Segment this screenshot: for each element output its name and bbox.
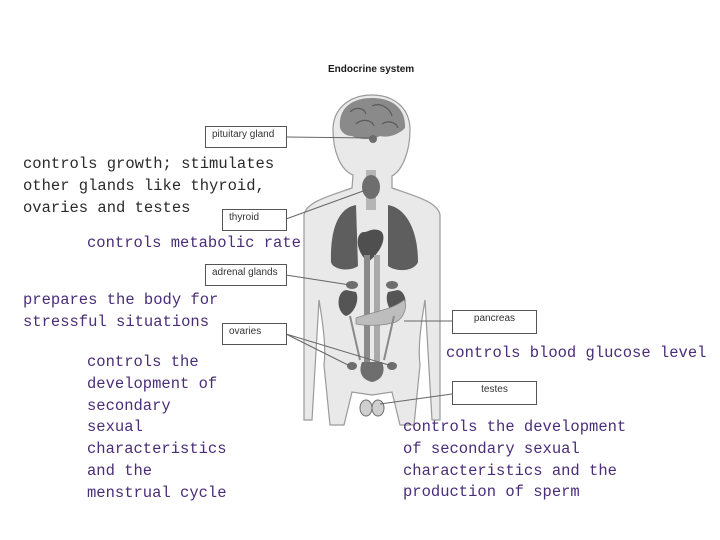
label-pancreas: pancreas (452, 310, 537, 334)
note-ovaries: controls the development of secondary sexual characteristics and the menstrual cycle (87, 353, 227, 502)
diagram-title: Endocrine system (328, 64, 415, 75)
label-pituitary-gland: pituitary gland (205, 126, 287, 148)
label-thyroid: thyroid (222, 209, 287, 231)
pituitary-gland-shape (369, 135, 377, 143)
note-thyroid: controls metabolic rate (87, 234, 301, 252)
aorta-shape (364, 255, 370, 365)
testis-right-shape (372, 400, 384, 416)
ovary-left-shape (347, 362, 357, 370)
thyroid-gland-shape (362, 175, 380, 199)
adrenal-right-shape (386, 281, 398, 289)
note-pancreas: controls blood glucose level (446, 344, 707, 362)
vena-cava-shape (374, 255, 380, 365)
label-ovaries: ovaries (222, 323, 287, 345)
note-adrenal: prepares the body for stressful situations (23, 291, 219, 331)
label-testes: testes (452, 381, 537, 405)
note-testes: controls the development of secondary sexual characteristics and the production of sperm (403, 418, 627, 502)
testis-left-shape (360, 400, 372, 416)
label-adrenal-glands: adrenal glands (205, 264, 287, 286)
note-pituitary: controls growth; stimulates other glands like thyroid, ovaries and testes (23, 155, 275, 217)
